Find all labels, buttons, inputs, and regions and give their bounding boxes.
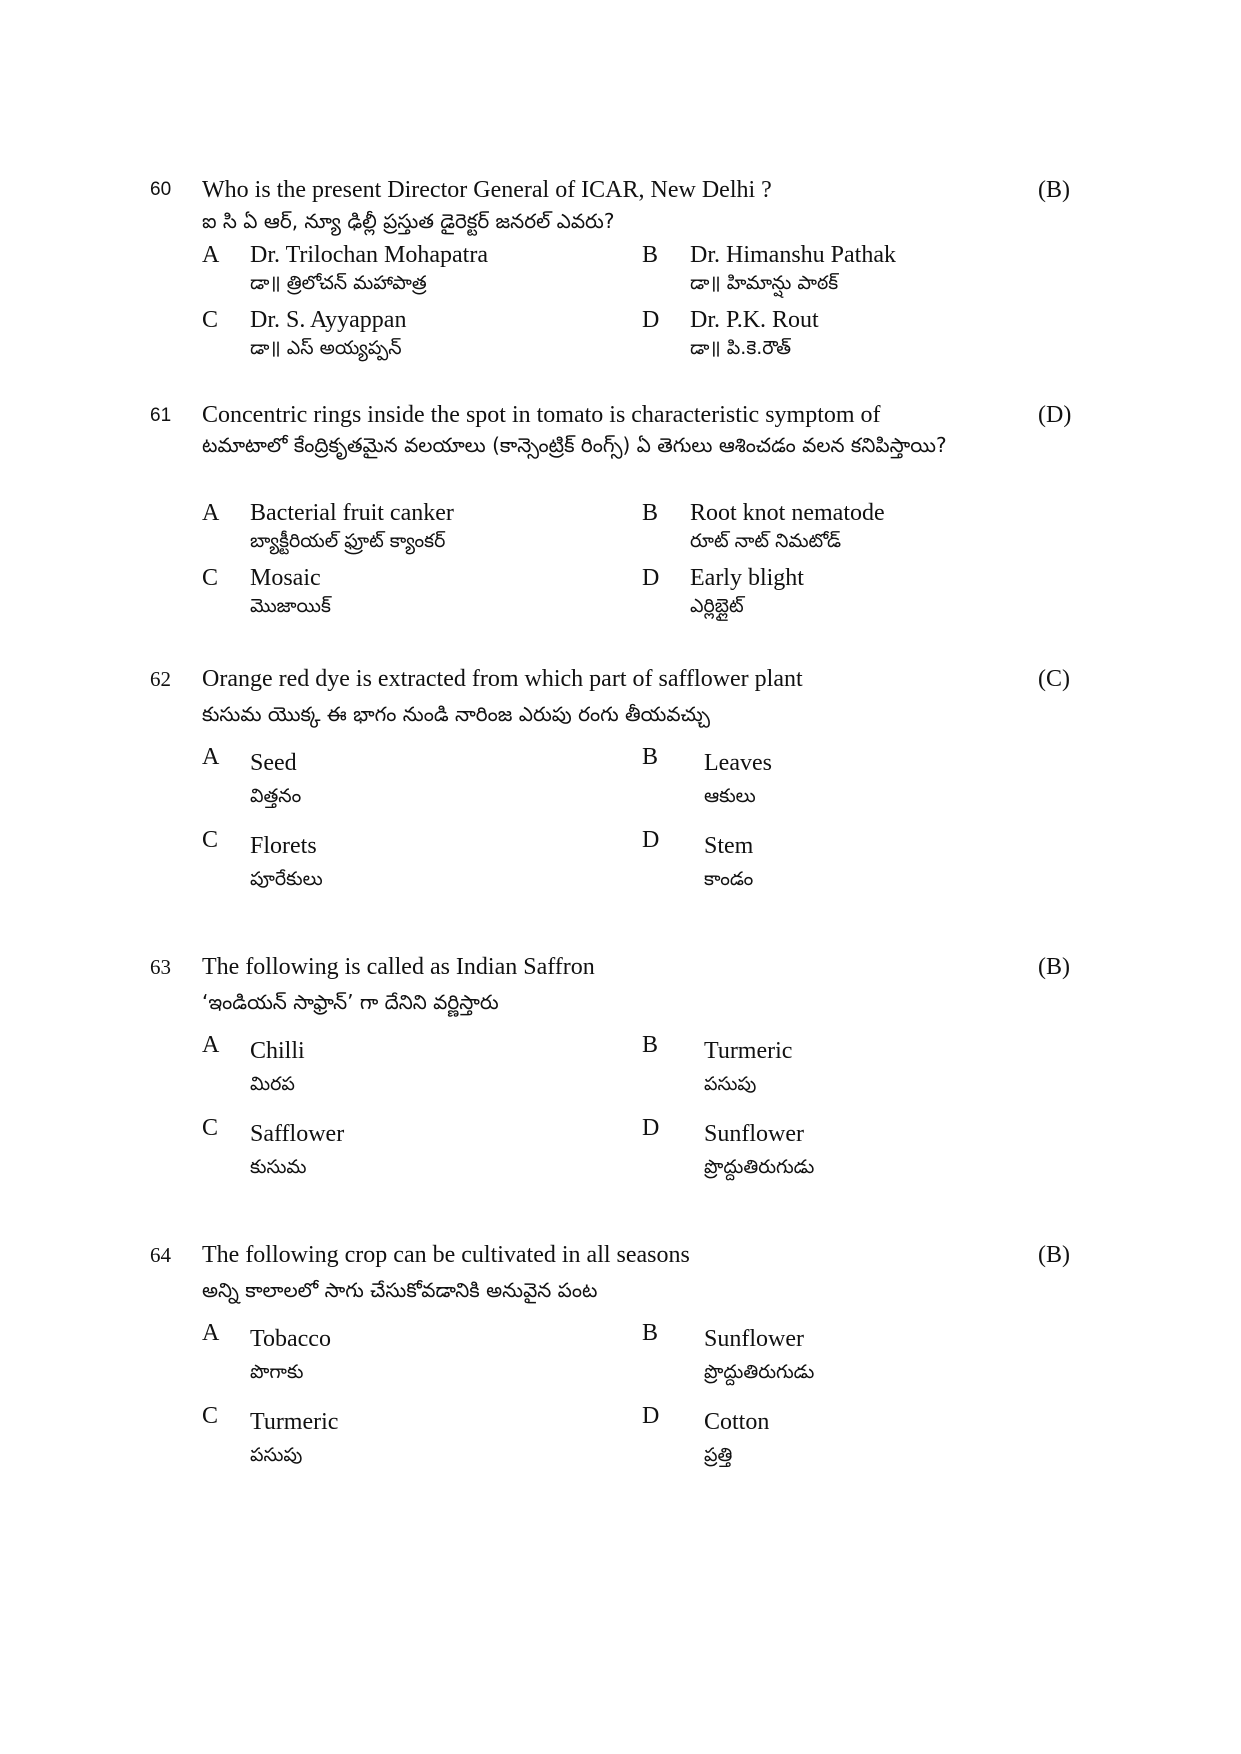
option-text-te: విత్తనం bbox=[250, 785, 302, 807]
option-text-en: Leaves bbox=[704, 750, 772, 776]
option-text-en: Cotton bbox=[704, 1409, 770, 1435]
answer-key: (B) bbox=[1038, 177, 1070, 203]
option-text-en: Chilli bbox=[250, 1038, 305, 1064]
option-letter: B bbox=[642, 242, 659, 268]
option-text-te: కాండం bbox=[704, 868, 754, 890]
question-text-en: The following is called as Indian Saffron bbox=[202, 954, 595, 980]
option-letter: C bbox=[202, 1115, 219, 1141]
option-letter: C bbox=[202, 827, 219, 853]
option-text-te: ఎర్లిబ్లైట్ bbox=[690, 595, 744, 617]
option-text-en: Dr. P.K. Rout bbox=[690, 307, 819, 333]
question-text-te: టమాటాలో కేంద్రికృతమైన వలయాలు (కాన్సెంట్రిక్ రింగ్స్) ఏ తెగులు ఆశించడం వలన కనిపిస్తాయి? bbox=[202, 433, 947, 457]
answer-key: (B) bbox=[1038, 1242, 1070, 1268]
option-text-te: డా॥ పి.కె.రౌత్ bbox=[690, 337, 792, 359]
answer-key: (D) bbox=[1038, 402, 1072, 428]
option-text-en: Seed bbox=[250, 750, 297, 776]
option-text-te: ఆకులు bbox=[704, 785, 756, 807]
answer-key: (B) bbox=[1038, 954, 1070, 980]
option-letter: D bbox=[642, 565, 660, 591]
option-letter: A bbox=[202, 744, 220, 770]
question-text-en: Who is the present Director General of ICAR, New Delhi ? bbox=[202, 177, 772, 203]
option-letter: D bbox=[642, 1115, 660, 1141]
option-letter: C bbox=[202, 565, 219, 591]
option-letter: C bbox=[202, 1403, 219, 1429]
option-text-te: డా॥ ఎస్ అయ్యప్పన్ bbox=[250, 337, 402, 359]
option-letter: C bbox=[202, 307, 219, 333]
option-text-en: Safflower bbox=[250, 1121, 345, 1147]
option-letter: B bbox=[642, 1320, 659, 1346]
option-text-en: Tobacco bbox=[250, 1326, 331, 1352]
option-text-te: డా॥ హిమాన్షు పాఠక్ bbox=[690, 272, 839, 294]
option-letter: D bbox=[642, 307, 660, 333]
option-text-te: ప్రొద్దుతిరుగుడు bbox=[704, 1361, 815, 1383]
option-letter: B bbox=[642, 1032, 659, 1058]
question-text-te: కుసుమ యొక్క ఈ భాగం నుండి నారింజ ఎరుపు రంగు తీయవచ్చు bbox=[202, 702, 710, 726]
option-letter: D bbox=[642, 1403, 660, 1429]
option-text-en: Dr. Trilochan Mohapatra bbox=[250, 242, 488, 268]
option-text-en: Sunflower bbox=[704, 1326, 804, 1352]
option-text-en: Bacterial fruit canker bbox=[250, 500, 454, 526]
option-text-te: కుసుమ bbox=[250, 1156, 307, 1178]
option-text-en: Stem bbox=[704, 833, 754, 859]
option-text-en: Dr. Himanshu Pathak bbox=[690, 242, 896, 268]
option-text-te: బ్యాక్టీరియల్ ఫ్రూట్ క్యాంకర్ bbox=[250, 530, 446, 552]
option-text-te: ప్రత్తి bbox=[704, 1444, 733, 1466]
option-letter: B bbox=[642, 500, 659, 526]
question-number: 64 bbox=[150, 1243, 171, 1267]
option-text-en: Turmeric bbox=[250, 1409, 339, 1435]
option-letter: A bbox=[202, 1032, 220, 1058]
option-text-te: పసుపు bbox=[250, 1444, 303, 1466]
option-letter: A bbox=[202, 242, 220, 268]
question-text-en: The following crop can be cultivated in all seasons bbox=[202, 1242, 690, 1268]
option-text-te: పూరేకులు bbox=[250, 868, 323, 890]
option-text-te: డా॥ త్రిలోచన్ మహాపాత్ర bbox=[250, 272, 427, 294]
option-text-te: రూట్ నాట్ నిమటోడ్ bbox=[690, 530, 842, 552]
option-letter: A bbox=[202, 1320, 220, 1346]
option-text-te: మొజాయిక్ bbox=[250, 595, 331, 617]
option-text-en: Root knot nematode bbox=[690, 500, 885, 526]
option-letter: D bbox=[642, 827, 660, 853]
option-text-te: మిరప bbox=[250, 1073, 295, 1095]
question-text-te: ‘ఇండియన్ సాఫ్రాన్’ గా దేనిని వర్ణిస్తారు bbox=[202, 990, 499, 1014]
option-text-te: పసుపు bbox=[704, 1073, 757, 1095]
option-letter: A bbox=[202, 500, 220, 526]
question-number: 63 bbox=[150, 955, 171, 979]
question-text-en: Orange red dye is extracted from which part of safflower plant bbox=[202, 666, 803, 692]
option-text-en: Dr. S. Ayyappan bbox=[250, 307, 407, 333]
option-text-en: Florets bbox=[250, 833, 317, 859]
option-text-te: పొగాకు bbox=[250, 1361, 304, 1383]
option-text-te: ప్రొద్దుతిరుగుడు bbox=[704, 1156, 815, 1178]
question-text-te: ఐ సి ఏ ఆర్, న్యూ ఢిల్లీ ప్రస్తుత డైరెక్టర్ జనరల్ ఎవరు? bbox=[202, 209, 615, 233]
question-number: 62 bbox=[150, 667, 171, 691]
option-text-en: Early blight bbox=[690, 565, 804, 591]
question-number: 61 bbox=[150, 405, 172, 426]
question-number: 60 bbox=[150, 179, 172, 200]
option-letter: B bbox=[642, 744, 659, 770]
option-text-en: Mosaic bbox=[250, 565, 321, 591]
question-text-en: Concentric rings inside the spot in tomato is characteristic symptom of bbox=[202, 402, 881, 428]
option-text-en: Sunflower bbox=[704, 1121, 804, 1147]
option-text-en: Turmeric bbox=[704, 1038, 793, 1064]
answer-key: (C) bbox=[1038, 666, 1070, 692]
question-text-te: అన్ని కాలాలలో సాగు చేసుకోవడానికి అనువైన పంట bbox=[202, 1278, 598, 1302]
